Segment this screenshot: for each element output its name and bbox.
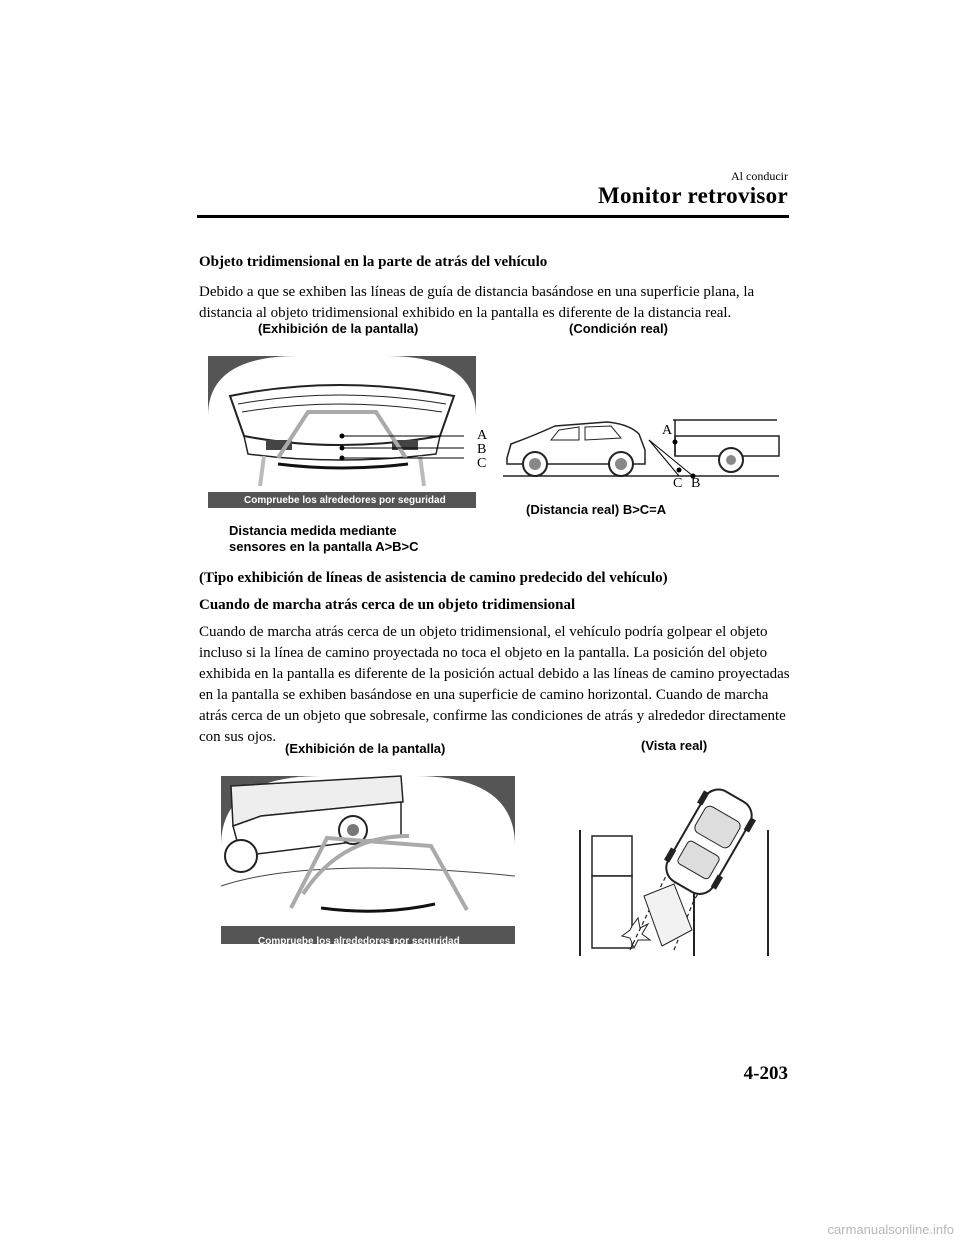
figure-screen-display-reversing [221,776,515,952]
label-c-screen: C [477,456,487,471]
watermark: carmanualsonline.info [827,1222,954,1237]
page-number: 4-203 [743,1063,788,1084]
caption-screen-display-2: (Exhibición de la pantalla) [285,741,446,756]
note-sensor-distance-line1: Distancia medida mediante [229,523,397,538]
subheading-reversing-3d-object: Cuando de marcha atrás cerca de un objeto tridimensional [199,597,576,613]
caption-screen-display-1: (Exhibición de la pantalla) [258,321,419,336]
section-heading-3d-object: Objeto tridimensional en la parte de atrás del vehículo [199,254,548,270]
subheading-predicted-path: (Tipo exhibición de líneas de asistencia de camino predecido del vehículo) [199,570,668,586]
note-sensor-distance-line2: sensores en la pantalla A>B>C [229,539,419,554]
label-b-screen: B [477,442,487,457]
section-label: Al conducir [731,169,788,183]
header-rule [197,215,789,218]
label-a-screen: A [477,428,488,443]
caption-real-view: (Vista real) [641,738,708,753]
figure-real-condition [503,410,779,492]
label-b-real: B [691,476,701,491]
caption-real-condition: (Condición real) [569,321,668,336]
paragraph-distance-guide: Debido a que se exhiben las líneas de guía de distancia basándose en una superficie plana, la distancia al objeto tridimensional exhibido en la pantalla es diferente de la distancia real. [199,284,755,321]
screen-banner-2: Compruebe los alrededores por seguridad [258,936,460,947]
label-c-real: C [673,476,683,491]
paragraph-reversing-warning: Cuando de marcha atrás cerca de un objeto tridimensional, el vehículo podría golpear el objeto incluso si la línea de camino proyectada no toca el objeto en la pantalla. La posición del objeto exhibida en la pantalla es diferente de la posición actual debido a las líneas de camino proyectadas en la pantalla se exhiben basándose en una superficie de camino horizontal. Cuando de marcha atrás cerca de un objeto que sobresale, confirme las condiciones de atrás y alrededor directamente con sus ojos. [199,624,790,745]
page-title: Monitor retrovisor [598,183,788,208]
screen-banner-1: Compruebe los alrededores por seguridad [244,495,446,506]
note-real-distance: (Distancia real) B>C=A [526,502,667,517]
label-a-real: A [662,423,673,438]
figure-real-view-topdown [574,780,774,956]
